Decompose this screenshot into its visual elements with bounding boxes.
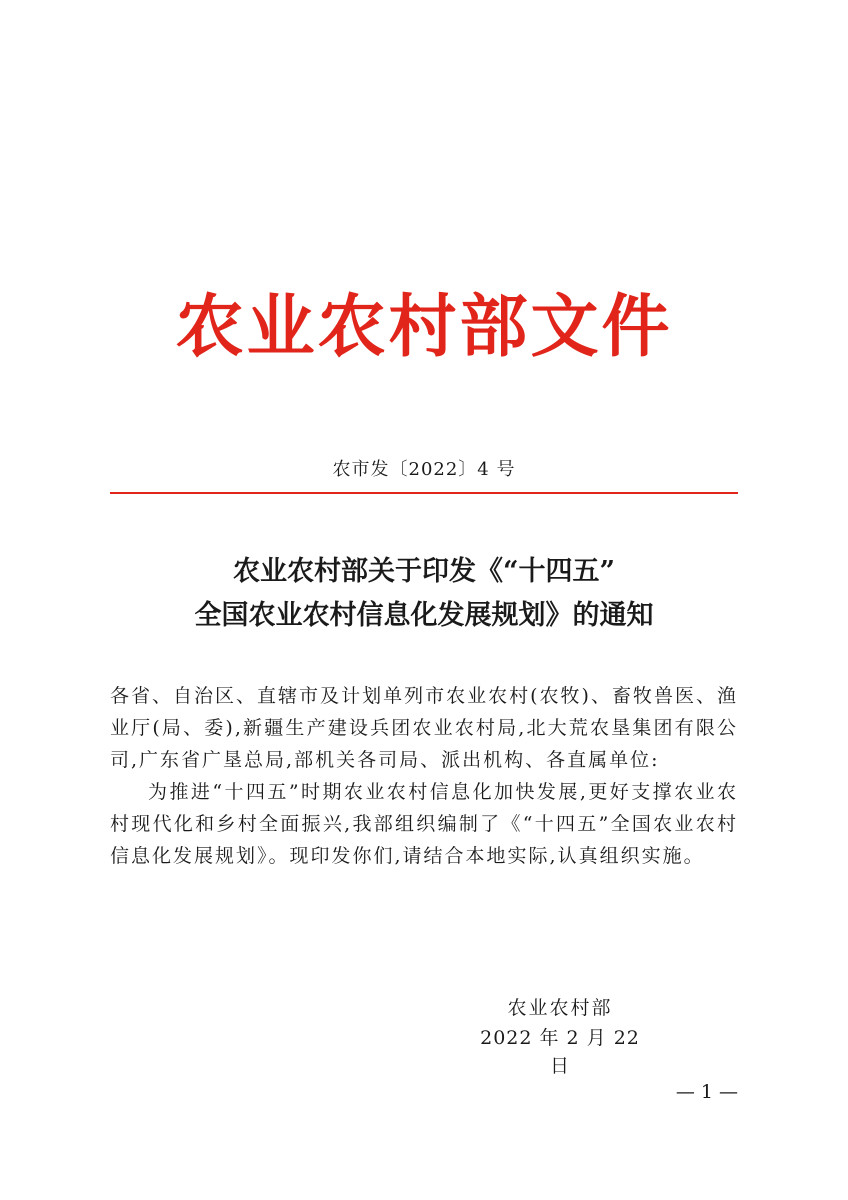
signature-date: 2022 年 2 月 22 日: [480, 1027, 640, 1077]
document-number: 农市发〔2022〕4 号: [332, 459, 516, 480]
page-number: — 1 —: [675, 1081, 738, 1103]
issuer-title: 农业农村部文件: [175, 287, 673, 367]
red-separator-line: [110, 492, 738, 494]
notice-body: [110, 680, 738, 872]
notice-title-line-1: 农业农村部关于印发《“十四五”: [232, 556, 616, 587]
notice-title-line-2: 全国农业农村信息化发展规划》的通知: [194, 600, 654, 631]
notice-title: [80, 550, 768, 638]
signature-organization: 农业农村部: [507, 997, 613, 1019]
addressee-paragraph: 各省、自治区、直辖市及计划单列市农业农村(农牧)、畜牧兽医、渔业厅(局、委),新疆生产建设兵团农业农村局,北大荒农垦集团有限公司,广东省广垦总局,部机关各司局、派出机构、各直属单位:: [110, 685, 738, 771]
body-paragraph: 为推进“十四五”时期农业农村信息化加快发展,更好支撑农业农村现代化和乡村全面振兴,我部组织编制了《“十四五”全国农业农村信息化发展规划》。现印发你们,请结合本地实际,认真组织实施。: [110, 781, 738, 867]
